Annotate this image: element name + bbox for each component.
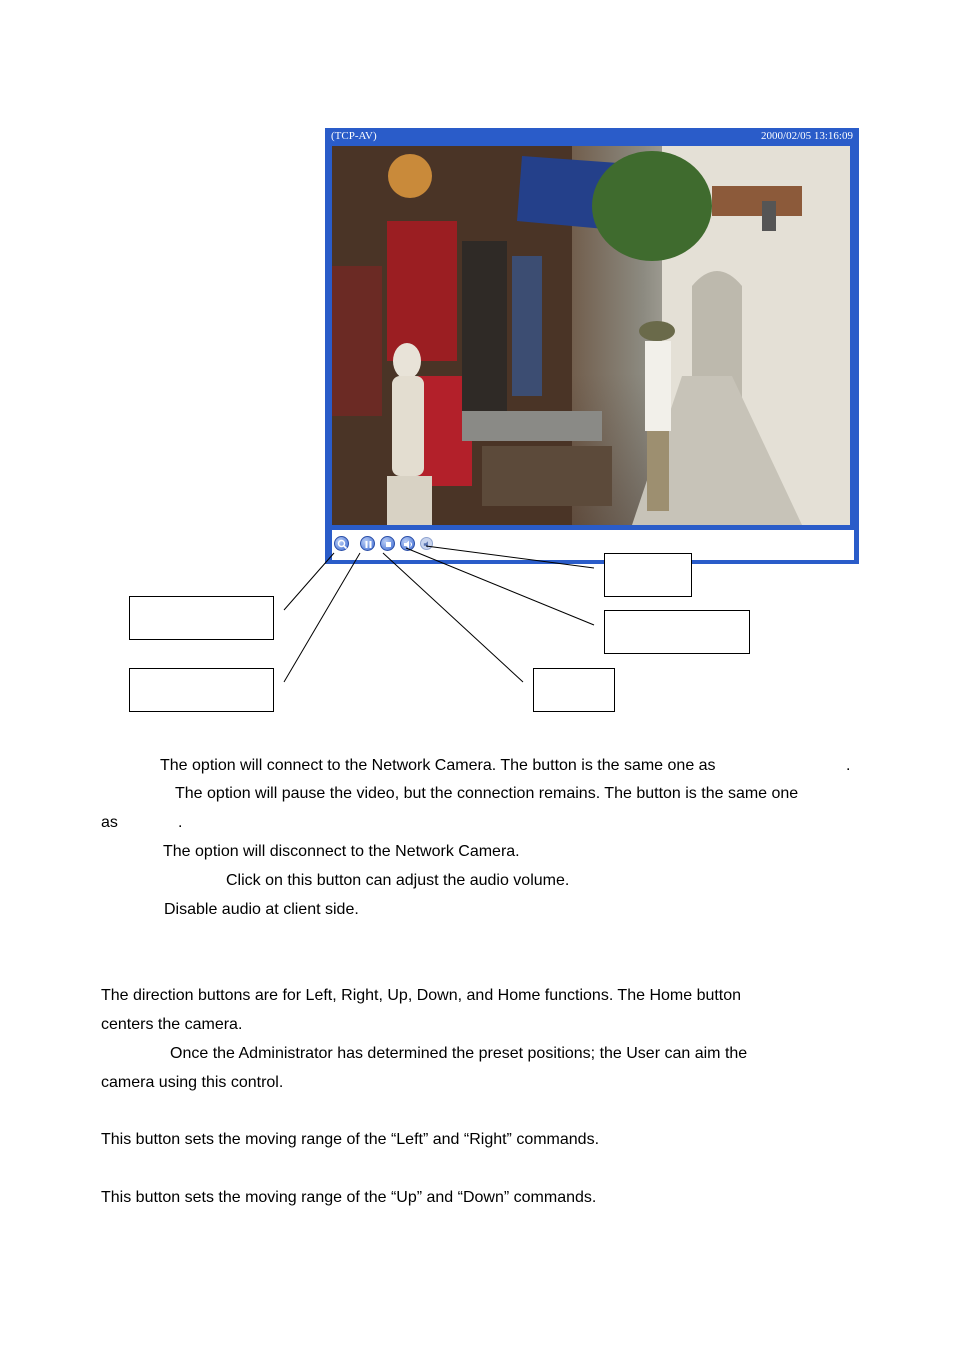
mute-callout-box: [604, 553, 692, 597]
pause-description-end: .: [178, 814, 183, 831]
direction-description-line1: The direction buttons are for Left, Right, Up, Down, and Home functions. The Home button: [101, 987, 742, 1004]
stop-description: The option will disconnect to the Network Camera.: [163, 843, 520, 860]
connect-description-end: .: [846, 757, 851, 774]
preset-description-line1: Once the Administrator has determined the preset positions; the User can aim the: [170, 1045, 748, 1062]
pan-speed-description: This button sets the moving range of the “Left” and “Right” commands.: [101, 1131, 600, 1148]
mute-description: Disable audio at client side.: [164, 901, 359, 918]
preset-description-line2: camera using this control.: [101, 1074, 284, 1091]
connect-callout-box: [129, 596, 274, 640]
tilt-speed-description: This button sets the moving range of the “Up” and “Down” commands.: [101, 1189, 597, 1206]
timestamp-label: 2000/02/05 13:16:09: [761, 130, 853, 142]
volume-callout-box: [604, 610, 750, 654]
connect-description: The option will connect to the Network Camera. The button is the same one as: [160, 757, 716, 774]
stop-callout-box: [533, 668, 615, 712]
direction-description-line2: centers the camera.: [101, 1016, 243, 1033]
stream-mode-label: (TCP-AV): [331, 130, 377, 142]
volume-description: Click on this button can adjust the audio volume.: [226, 872, 570, 889]
pause-description: The option will pause the video, but the connection remains. The button is the same one: [175, 785, 799, 802]
pause-callout-box: [129, 668, 274, 712]
pause-description-as: as: [101, 814, 118, 831]
